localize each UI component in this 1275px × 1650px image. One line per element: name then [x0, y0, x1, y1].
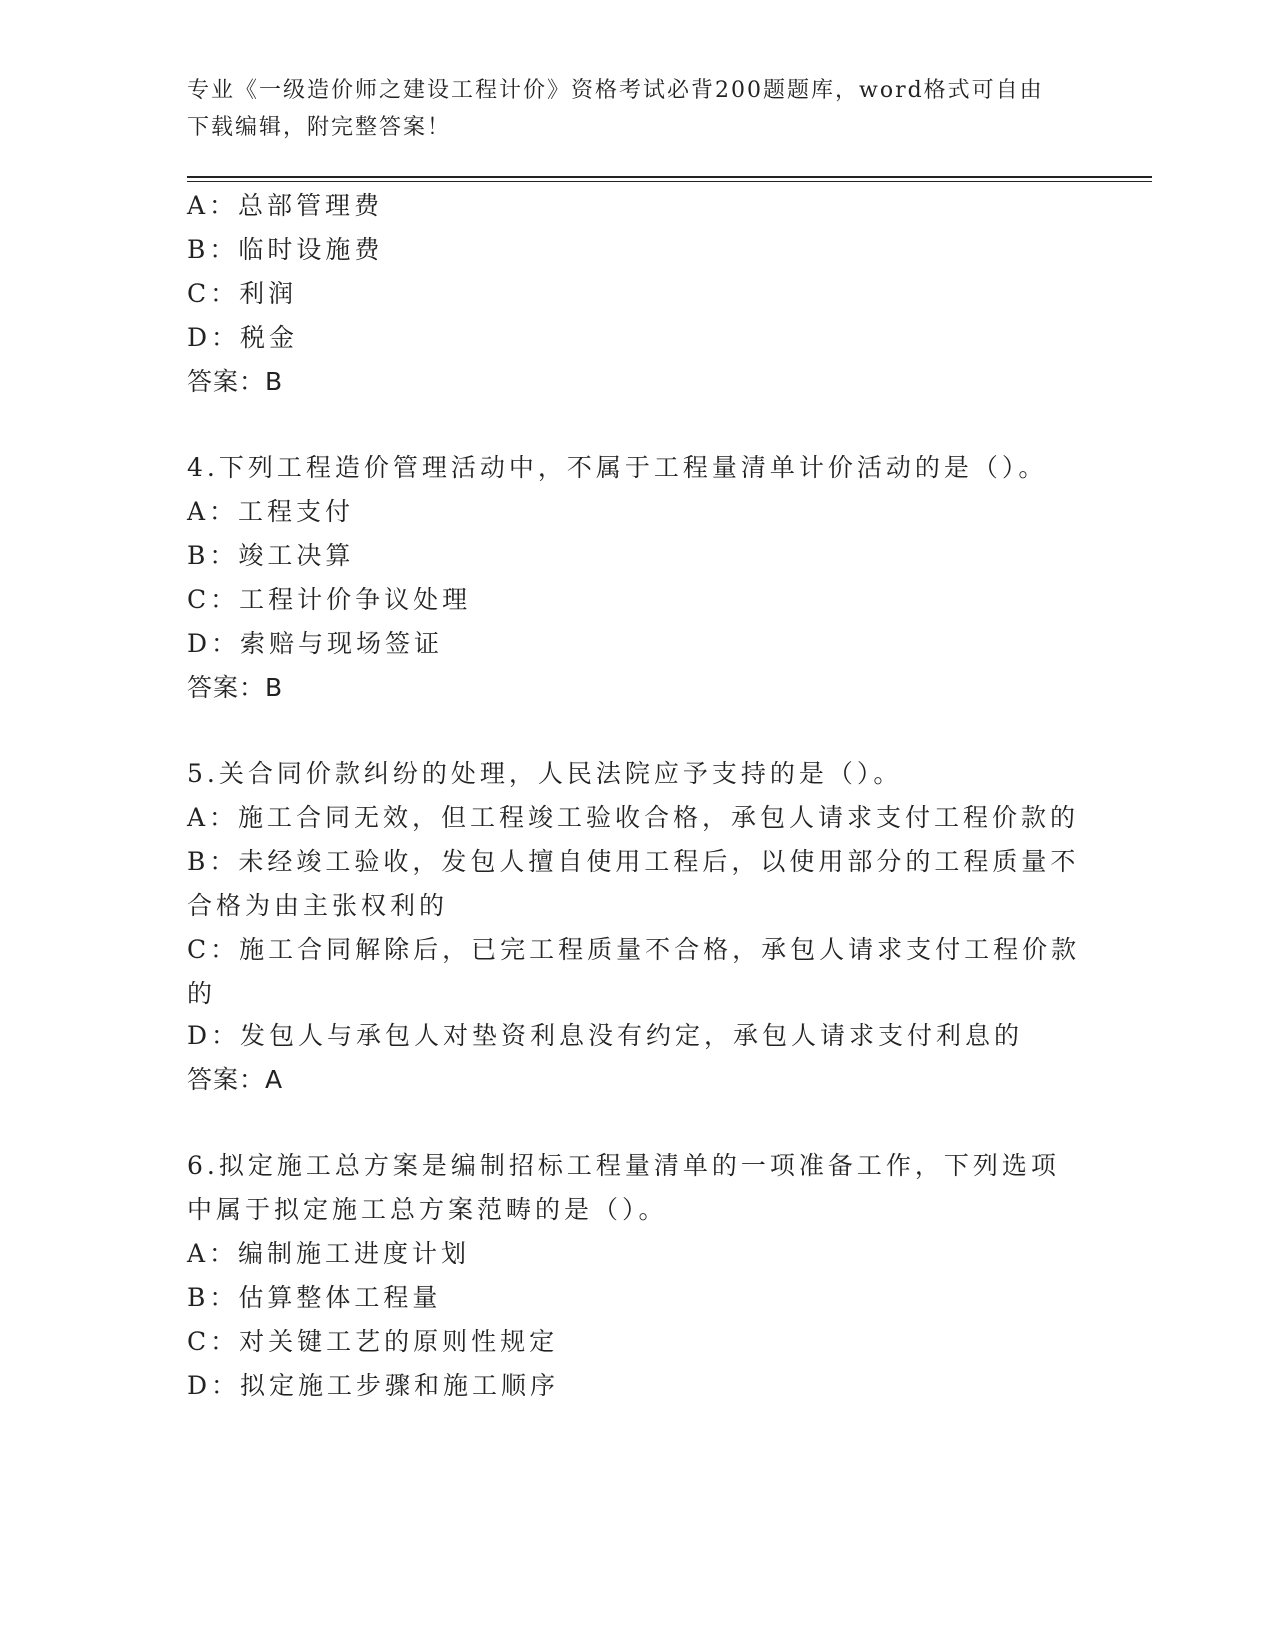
q6-option-b: B：估算整体工程量 — [187, 1283, 442, 1312]
q5-answer: 答案：A — [187, 1065, 284, 1094]
q4-option-c: C：工程计价争议处理 — [187, 585, 472, 614]
q5-question: 5.关合同价款纠纷的处理，人民法院应予支持的是（）。 — [187, 759, 903, 788]
q4-option-d: D：索赔与现场签证 — [187, 629, 444, 658]
q6-question-line1: 6.拟定施工总方案是编制招标工程量清单的一项准备工作，下列选项 — [187, 1151, 1060, 1180]
q5-option-c: C：施工合同解除后，已完工程质量不合格，承包人请求支付工程价款 — [187, 935, 1081, 964]
header-divider-thick — [187, 176, 1152, 178]
q6-option-d: D：拟定施工步骤和施工顺序 — [187, 1371, 560, 1400]
q6-option-a: A：编制施工进度计划 — [187, 1239, 471, 1268]
header-divider-thin — [187, 181, 1152, 182]
q3-option-c: C：利润 — [187, 279, 298, 308]
q6-option-c: C：对关键工艺的原则性规定 — [187, 1327, 559, 1356]
document-header: 专业《一级造价师之建设工程计价》资格考试必背200题题库，word格式可自由下载编辑，附完整答案！ — [187, 78, 1044, 140]
q4-option-a: A：工程支付 — [187, 497, 355, 526]
q3-option-a: A：总部管理费 — [187, 191, 384, 220]
q4-answer: 答案：B — [187, 673, 284, 702]
q5-option-a: A：施工合同无效，但工程竣工验收合格，承包人请求支付工程价款的 — [187, 803, 1080, 832]
q3-answer: 答案：B — [187, 367, 284, 396]
q5-option-b: B：未经竣工验收，发包人擅自使用工程后，以使用部分的工程质量不 — [187, 847, 1080, 876]
q6-question-line2: 中属于拟定施工总方案范畴的是（）。 — [187, 1195, 668, 1224]
q5-option-c-cont: 的 — [187, 979, 217, 1008]
q5-option-b-cont: 合格为由主张权利的 — [187, 891, 449, 920]
q5-option-d: D：发包人与承包人对垫资利息没有约定，承包人请求支付利息的 — [187, 1021, 1024, 1050]
q4-option-b: B：竣工决算 — [187, 541, 355, 570]
q3-option-b: B：临时设施费 — [187, 235, 384, 264]
q4-question: 4.下列工程造价管理活动中，不属于工程量清单计价活动的是（）。 — [187, 453, 1048, 482]
q3-option-d: D：税金 — [187, 323, 299, 352]
